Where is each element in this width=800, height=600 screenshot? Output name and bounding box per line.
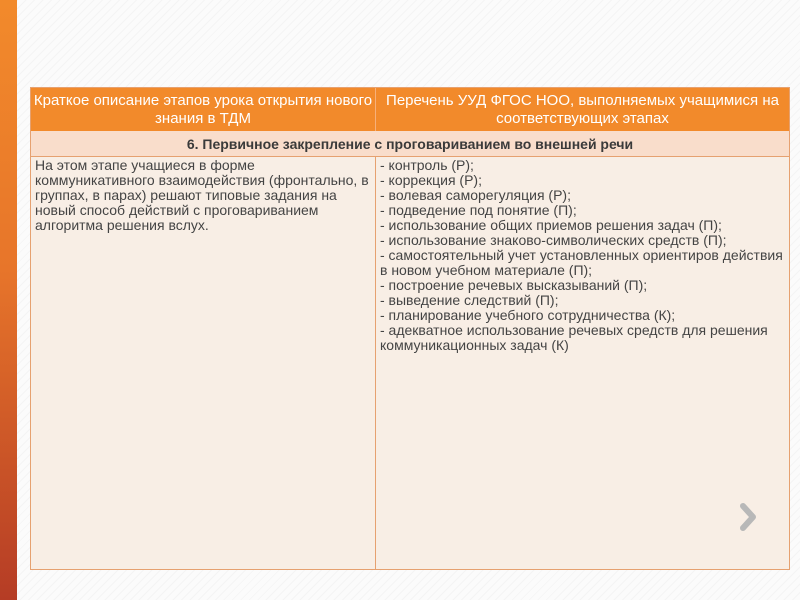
list-item: - использование знаково-символических средств (П); [380, 232, 727, 248]
header-stage-description: Краткое описание этапов урока открытия нового знания в ТДМ [31, 88, 376, 131]
list-item: - контроль (Р); [380, 157, 474, 173]
uud-cell [376, 157, 789, 569]
table-header [31, 88, 789, 131]
list-item: - планирование учебного сотрудничества (К); [380, 307, 676, 323]
list-item: - выведение следствий (П); [380, 292, 559, 308]
list-item: - самостоятельный учет установленных ориентиров действия в новом учебном материале (П); [380, 247, 783, 278]
next-slide-button[interactable] [733, 497, 763, 537]
list-item: - построение речевых высказываний (П); [380, 277, 648, 293]
list-item: - адекватное использование речевых средств для решения коммуникационных задач (К) [380, 322, 768, 353]
stage-title: 6. Первичное закрепление с проговариванием во внешней речи [31, 131, 789, 157]
chevron-right-icon [738, 502, 758, 532]
table-row [31, 157, 789, 569]
list-item: - использование общих приемов решения задач (П); [380, 217, 722, 233]
uud-list [380, 158, 785, 353]
list-item: - коррекция (Р); [380, 172, 482, 188]
header-uud-list: Перечень УУД ФГОС НОО, выполняемых учащимися на соответствующих этапах [386, 91, 779, 127]
list-item: - волевая саморегуляция (Р); [380, 187, 571, 203]
list-item: - подведение под понятие (П); [380, 202, 577, 218]
lesson-stage-table [30, 87, 790, 570]
accent-bar [0, 0, 17, 600]
stage-description: На этом этапе учащиеся в форме коммуникативного взаимодействия (фронтально, в группах, в парах) решают типовые задания на новый способ действий с проговариванием алгоритма решения вслух. [31, 157, 376, 569]
